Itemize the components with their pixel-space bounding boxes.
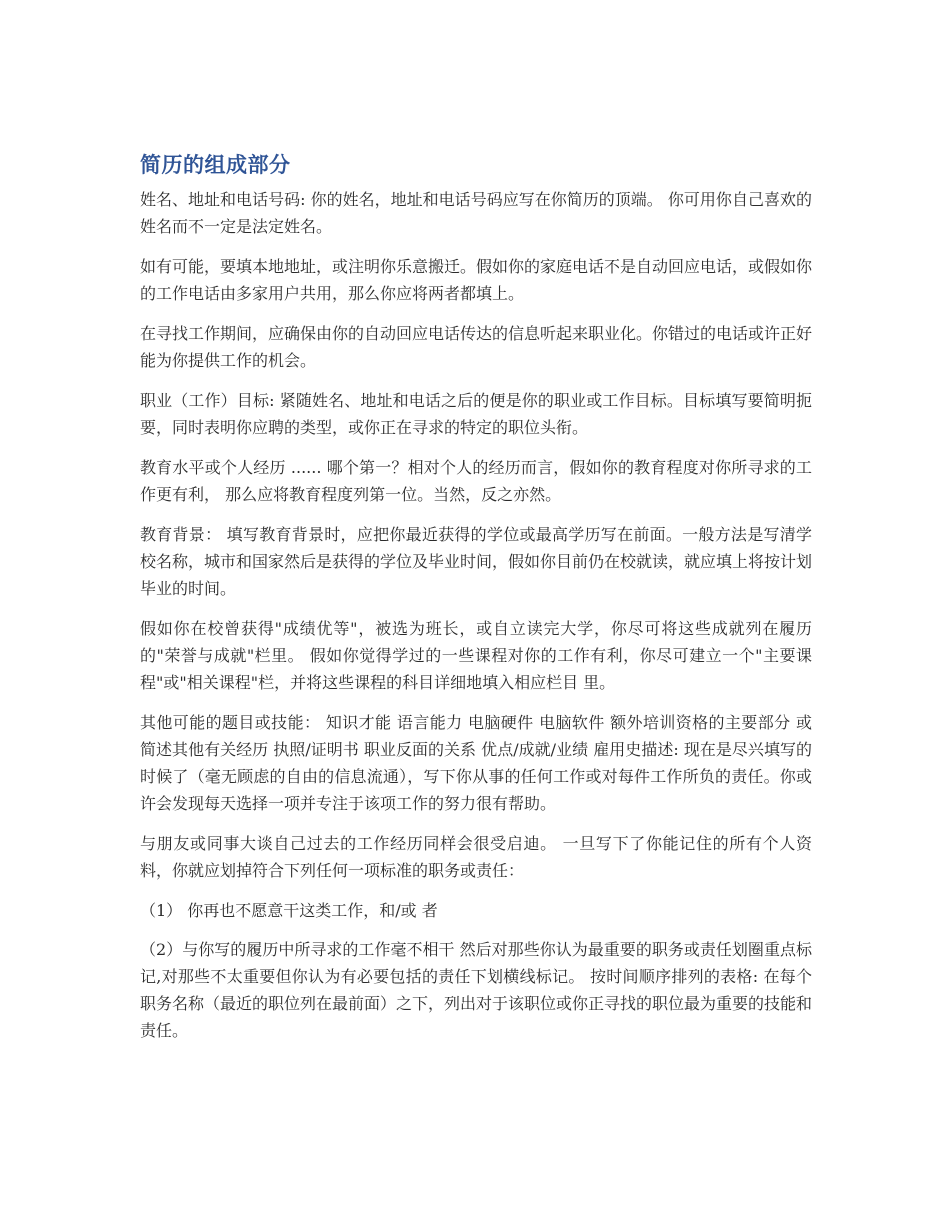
paragraph-education-background: 教育背景： 填写教育背景时，应把你最近获得的学位或最高学历写在前面。一般方法是写清学校名称，城市和国家然后是获得的学位及毕业时间，假如你目前仍在校就读，就应填上将按计划毕业的时间。 — [140, 525, 813, 598]
paragraph-criterion-2: （2）与你写的履历中所寻求的工作毫不相干 然后对那些你认为最重要的职务或责任划圈重点标记,对那些不太重要但你认为有必要包括的责任下划横线标记。 按时间顺序排列的表格: 在每个职务名称（最近的职位列在最前面）之下，列出对于该职位或你正寻找的职位最为重要的技能和责任。 — [140, 940, 813, 1040]
paragraph-career-objective: 职业（工作）目标: 紧随姓名、地址和电话之后的便是你的职业或工作目标。目标填写要简明扼要，同时表明你应聘的类型，或你正在寻求的特定的职位头衔。 — [140, 391, 812, 437]
paragraph-address: 如有可能，要填本地地址，或注明你乐意搬迁。假如你的家庭电话不是自动回应电话，或假如你的工作电话由多家用户共用，那么你应将两者都填上。 — [140, 257, 813, 303]
paragraph-answering-machine: 在寻找工作期间，应确保由你的自动回应电话传达的信息听起来职业化。你错过的电话或许正好能为你提供工作的机会。 — [140, 324, 813, 370]
document-title: 简历的组成部分 — [140, 153, 291, 177]
document-body — [140, 150, 812, 1057]
paragraph-criterion-1: （1） 你再也不愿意干这类工作，和/或 者 — [140, 901, 438, 920]
paragraph-education-or-experience: 教育水平或个人经历 ...... 哪个第一？相对个人的经历而言，假如你的教育程度对你所寻求的工作更有利， 那么应将教育程度列第一位。当然，反之亦然。 — [140, 458, 812, 504]
paragraph-other-skills: 其他可能的题目或技能： 知识才能 语言能力 电脑硬件 电脑软件 额外培训资格的主要部分 或 简述其他有关经历 执照/证明书 职业反面的关系 优点/成就/业绩 雇用史描述: 现在是尽兴填写的时候了（毫无顾虑的自由的信息流通），写下你从事的任何工作或对每件工作所负的责任。你或许会发现每天选择一项并专注于该项工作的努力很有帮助。 — [140, 713, 812, 813]
paragraph-discuss-experience: 与朋友或同事大谈自己过去的工作经历同样会很受启迪。 一旦写下了你能记住的所有个人资料，你就应划掉符合下列任何一项标准的职务或责任： — [140, 834, 812, 880]
paragraph-honors: 假如你在校曾获得"成绩优等"，被选为班长，或自立读完大学，你尽可将这些成就列在履历的"荣誉与成就"栏里。 假如你觉得学过的一些课程对你的工作有利，你尽可建立一个"主要课程"或"相关课程"栏，并将这些课程的科目详细地填入相应栏目 里。 — [140, 619, 812, 692]
paragraph-contact-info: 姓名、地址和电话号码: 你的姓名，地址和电话号码应写在你简历的顶端。 你可用你自己喜欢的姓名而不一定是法定姓名。 — [140, 190, 812, 236]
